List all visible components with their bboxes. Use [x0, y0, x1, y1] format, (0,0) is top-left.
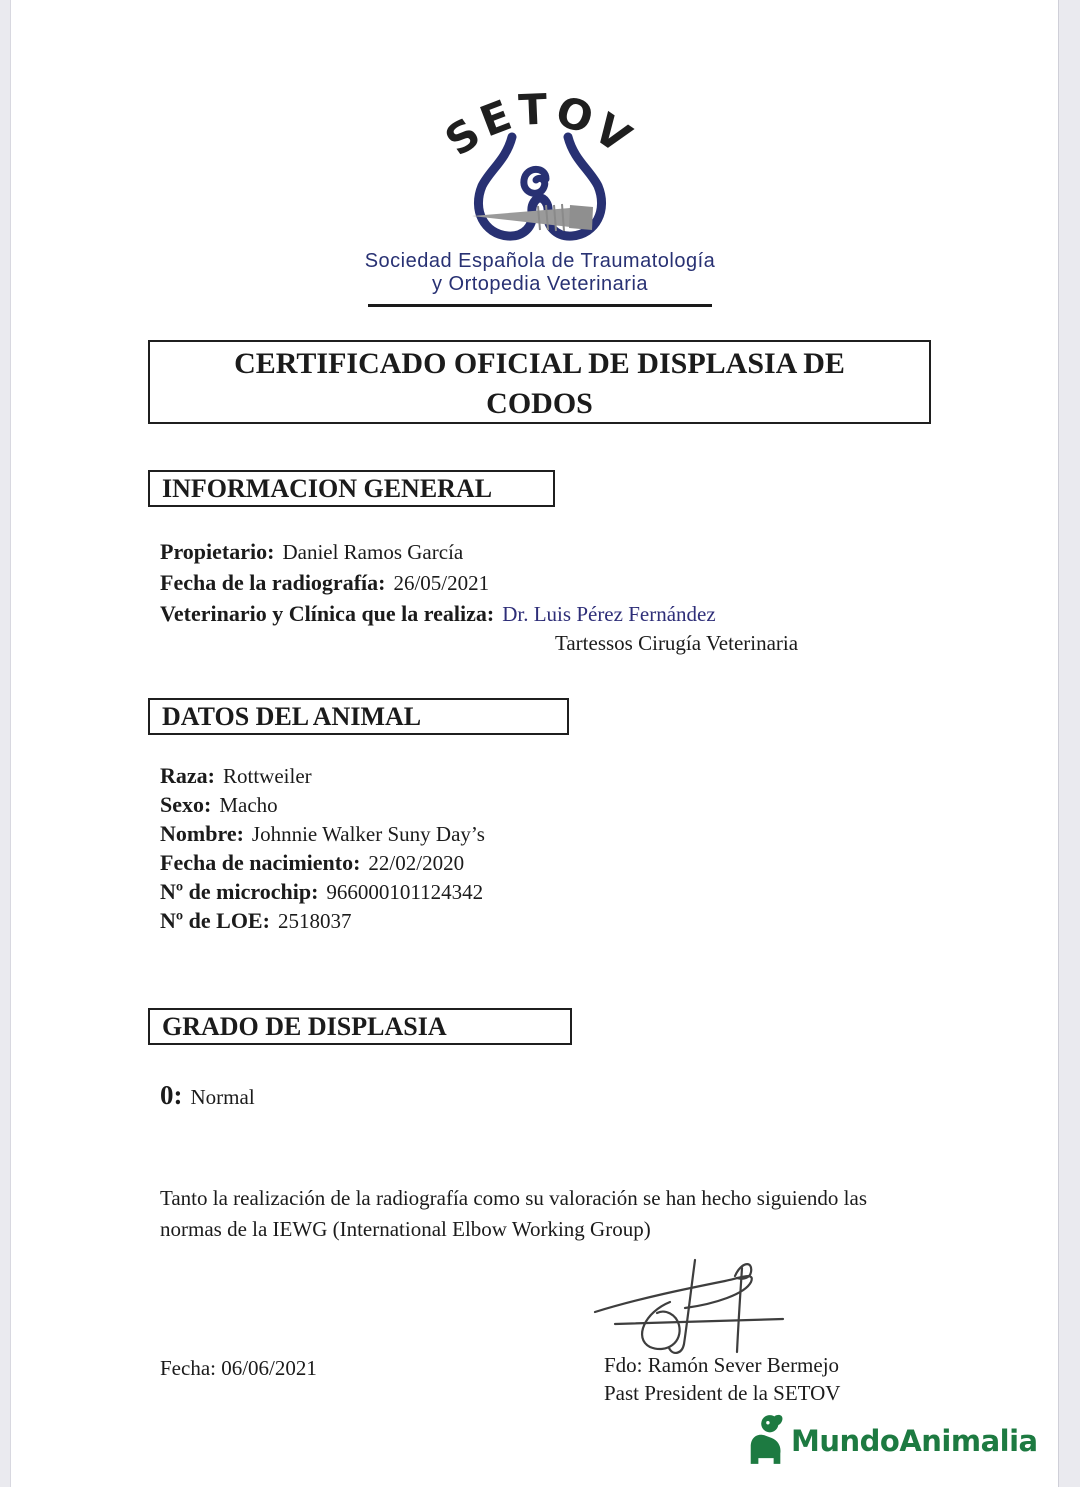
- page-edge-right: [1058, 0, 1080, 1487]
- section-heading-datos-animal: [148, 698, 569, 735]
- mundoanimalia-wordmark: MundoAnimalia: [791, 1424, 1038, 1458]
- row-sexo: [160, 792, 278, 820]
- row-clinica: [555, 631, 798, 661]
- page-edge-left: [0, 0, 11, 1487]
- signer-name: Fdo: Ramón Sever Bermejo: [604, 1353, 840, 1377]
- row-loe: [160, 908, 351, 936]
- row-fecha-nacimiento: [160, 850, 464, 878]
- setov-arc-text: SETOV: [436, 84, 644, 166]
- veterinario-value: Dr. Luis Pérez Fernández: [502, 602, 716, 626]
- iewg-note-line2: normas de la IEWG (International Elbow Working Group): [160, 1217, 651, 1241]
- setov-logo: [360, 80, 720, 265]
- grade-value: 0:: [160, 1080, 183, 1110]
- row-microchip: [160, 879, 483, 907]
- nombre-label: Nombre:: [160, 821, 244, 846]
- signature: [585, 1248, 795, 1358]
- grade-label: Normal: [190, 1085, 255, 1109]
- veterinario-label: Veterinario y Clínica que la realiza:: [160, 601, 495, 626]
- loe-label: Nº de LOE:: [160, 908, 270, 933]
- iewg-note: [160, 1183, 920, 1245]
- fecha-nacimiento-label: Fecha de nacimiento:: [160, 850, 361, 875]
- certificate-title-line1: CERTIFICADO OFICIAL DE DISPLASIA DE: [234, 347, 845, 380]
- microchip-label: Nº de microchip:: [160, 879, 319, 904]
- section-heading-datos-animal-label: DATOS DEL ANIMAL: [162, 702, 422, 731]
- fecha-radiografia-value: 26/05/2021: [393, 571, 490, 595]
- mundoanimalia-logo: [745, 1410, 1038, 1466]
- dog-icon: [745, 1412, 787, 1466]
- org-name-line1: Sociedad Española de Traumatología: [364, 250, 716, 272]
- clinica-value: Tartessos Cirugía Veterinaria: [555, 631, 799, 655]
- section-heading-informacion-general-label: INFORMACION GENERAL: [162, 474, 493, 503]
- row-propietario: [160, 539, 463, 569]
- org-name-line2: y Ortopedia Veterinaria: [431, 273, 649, 295]
- section-heading-informacion-general: [148, 470, 555, 507]
- row-veterinario: [160, 601, 716, 631]
- sexo-label: Sexo:: [160, 792, 212, 817]
- section-heading-grado-displasia-label: GRADO DE DISPLASIA: [162, 1012, 447, 1041]
- iewg-note-line1: Tanto la realización de la radiografía como su valoración se han hecho siguiendo las: [160, 1186, 868, 1210]
- issue-date: Fecha: 06/06/2021: [160, 1356, 317, 1380]
- sexo-value: Macho: [219, 793, 278, 817]
- fecha-nacimiento-value: 22/02/2020: [368, 851, 465, 875]
- raza-label: Raza:: [160, 763, 215, 788]
- certificate-title-box: [148, 340, 931, 424]
- propietario-value: Daniel Ramos García: [282, 540, 464, 564]
- microchip-value: 966000101124342: [326, 880, 484, 904]
- nombre-value: Johnnie Walker Suny Day’s: [251, 822, 485, 846]
- signer-role: Past President de la SETOV: [604, 1381, 841, 1405]
- grade-result: [160, 1080, 255, 1111]
- section-heading-grado-displasia: [148, 1008, 572, 1045]
- fecha-radiografia-label: Fecha de la radiografía:: [160, 570, 386, 595]
- certificate-title-line2: CODOS: [486, 387, 593, 420]
- raza-value: Rottweiler: [222, 764, 312, 788]
- logo-divider: [368, 304, 712, 307]
- propietario-label: Propietario:: [160, 539, 275, 564]
- row-raza: [160, 763, 312, 791]
- row-nombre: [160, 821, 485, 849]
- loe-value: 2518037: [277, 909, 352, 933]
- row-fecha-radiografia: [160, 570, 489, 600]
